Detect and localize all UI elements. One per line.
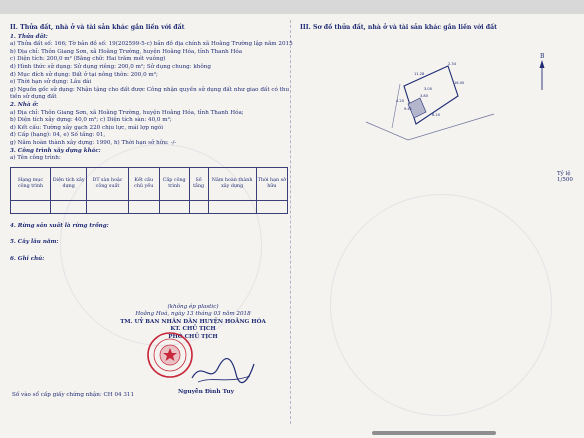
other-works-note: a) Tên công trình: [10, 155, 61, 162]
table-cell [189, 200, 208, 213]
section-title: III. Sơ đồ thửa đất, nhà ở và tài sản khác gắn liền với đất [300, 24, 498, 31]
dimension-label: 4.20 [396, 99, 405, 103]
dimension-label: 2.34 [448, 62, 457, 66]
dimension-label: 3.00 [424, 87, 433, 91]
dimension-label: 3.80 [420, 94, 429, 98]
table-header: Số tầng [189, 167, 208, 200]
house-line: đ) Cấp (hạng): 04, e) Số tầng: 01, [10, 132, 106, 139]
scale-label: Tỷ lệ 1/500 [557, 171, 573, 183]
table-cell [51, 200, 87, 213]
parcel-line: tiền sử dụng đất [10, 94, 57, 101]
table-header: Kết cấu chủ yếu [128, 167, 159, 200]
parcel-line: a) Thửa đất số: 166; Tờ bản đồ số: 19(202599-5-c) bản đồ địa chính xã Hoằng Trường lập năm 2015 [10, 41, 293, 48]
table-header: Cấp công trình [159, 167, 189, 200]
house-line: a) Địa chỉ: Thôn Giang Sơn, xã Hoằng Trường, huyện Hoằng Hóa, tỉnh Thanh Hóa; [10, 109, 244, 116]
top-edge [0, 0, 584, 14]
table-cell [11, 200, 51, 213]
signature-mark [188, 354, 258, 388]
house-line: g) Năm hoàn thành xây dựng: 1990, h) Thời hạn sở hữu: -/- [10, 139, 177, 146]
section-title: II. Thửa đất, nhà ở và tài sản khác gắn liền với đất [10, 24, 185, 31]
table-cell [256, 200, 287, 213]
parcel-line: g) Nguồn gốc sử dụng: Nhận tặng cho đất được Công nhận quyền sử dụng đất như giao đất có thu [10, 86, 290, 93]
parcel-line: d) Hình thức sử dụng: Sử dụng riêng: 200,0 m²; Sử dụng chung: không [10, 63, 211, 70]
table-cell [159, 200, 189, 213]
house-line: b) Diện tích xây dựng: 40,0 m²; c) Diện tích sàn: 40,0 m²; [10, 117, 172, 124]
signer-name: Nguyễn Đình Tuy [178, 389, 234, 395]
table-header: Hạng mục công trình [11, 167, 51, 200]
table-header: Năm hoàn thành xây dựng [208, 167, 256, 200]
north-label: B [540, 53, 545, 60]
adjacent-boundary [366, 114, 494, 140]
dimension-label: 9.41 [404, 107, 413, 111]
issuing-org: TM. UỶ BAN NHÂN DÂN HUYỆN HOẰNG HÓA [120, 318, 266, 325]
subsection-house: 2. Nhà ở: [10, 101, 39, 108]
subsection-perennial: 5. Cây lâu năm: [10, 239, 59, 246]
parcel-line: e) Thời hạn sử dụng: Lâu dài [10, 79, 92, 86]
land-info-section [10, 24, 293, 263]
signer-role: PHÓ CHỦ TỊCH [168, 333, 218, 340]
parcel-diagram-section [300, 24, 580, 31]
subsection-forest: 4. Rừng sản xuất là rừng trồng: [10, 222, 109, 229]
parcel-line: c) Diện tích: 200,0 m² (Bằng chữ: Hai trăm mét vuông) [10, 56, 166, 63]
signer-kt: KT. CHỦ TỊCH [170, 326, 216, 333]
parcel-line: đ) Mục đích sử dụng: Đất ở tại nông thôn: 200,0 m²; [10, 71, 158, 78]
table-cell [87, 200, 129, 213]
plastic-note: (không ép plastic) [167, 304, 219, 310]
subsection-notes: 6. Ghi chú: [10, 255, 45, 262]
north-arrow-head-icon [540, 60, 545, 68]
house-line: d) Kết cấu: Tường xây gạch 220 chịu lực, mái lợp ngói [10, 124, 164, 131]
registry-number: Số vào sổ cấp giấy chứng nhận: CH 04 311 [12, 392, 135, 398]
table-header: Diện tích xây dựng [51, 167, 87, 200]
dimension-label: 16.00 [454, 81, 465, 85]
horizontal-scroll-thumb[interactable] [372, 431, 496, 435]
table-cell [208, 200, 256, 213]
adjacent-boundary [392, 84, 400, 128]
dimension-label: 6.20 [432, 113, 441, 117]
table-header: DT sàn hoặc công suất [87, 167, 129, 200]
table-cell [128, 200, 159, 213]
construction-table [10, 167, 288, 214]
issue-date: Hoằng Hoá, ngày 13 tháng 03 năm 2018 [135, 311, 251, 318]
table-header: Thời hạn sở hữu [256, 167, 287, 200]
watermark-ring [330, 194, 552, 416]
dimension-label: 11.28 [414, 72, 425, 76]
page-fold [290, 20, 293, 424]
subsection-other-works: 3. Công trình xây dựng khác: [10, 147, 101, 154]
parcel-line: b) Địa chỉ: Thôn Giang Sơn, xã Hoằng Trường, huyện Hoằng Hóa, tỉnh Thanh Hóa [10, 48, 243, 55]
subsection-parcel: 1. Thửa đất: [10, 33, 48, 40]
parcel-outline [404, 66, 458, 124]
parcel-diagram [296, 44, 584, 180]
